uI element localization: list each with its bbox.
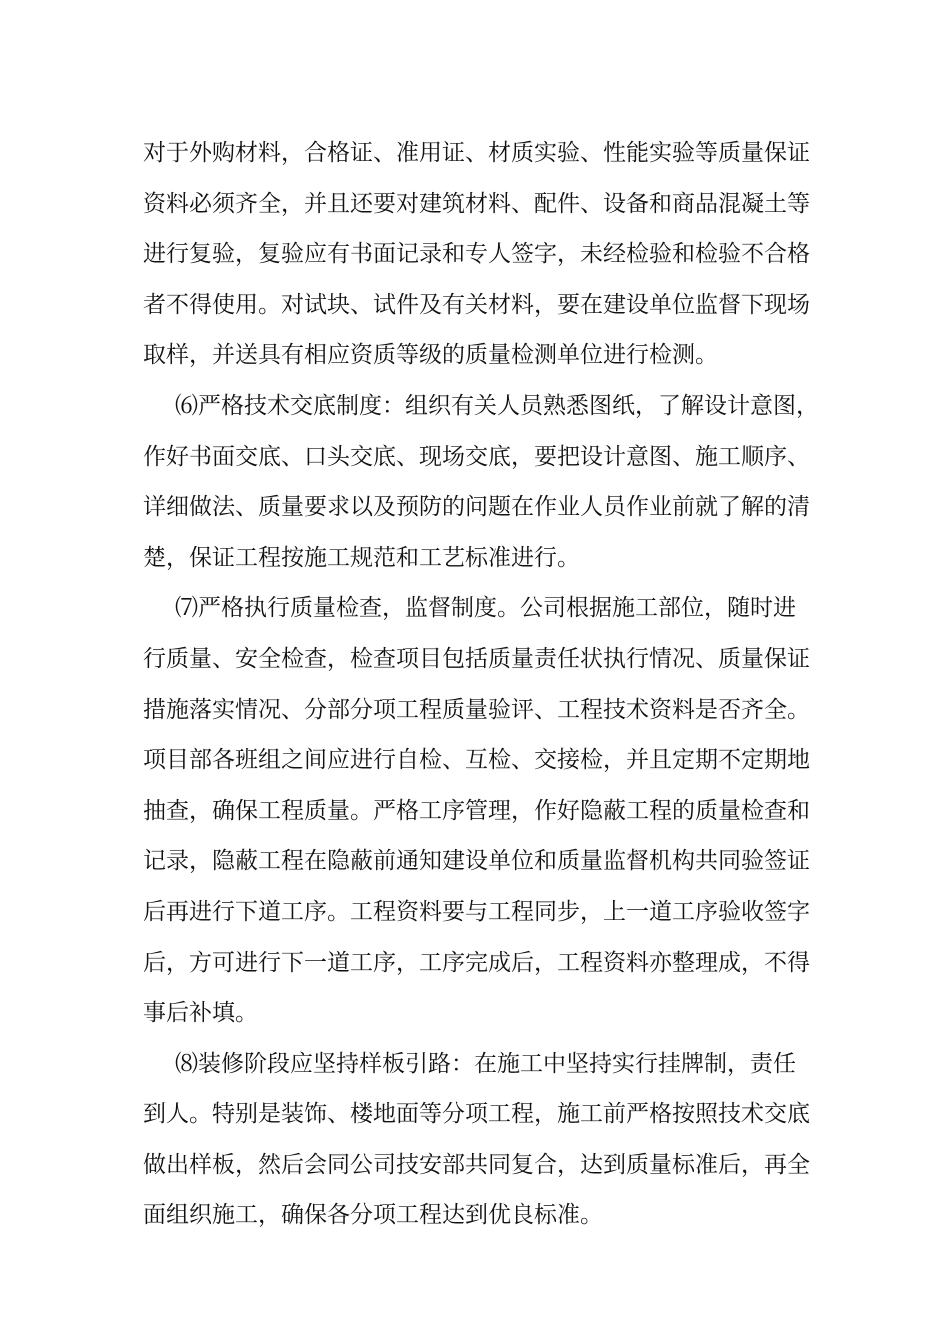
text-line: 事后补填。 (143, 1000, 258, 1027)
text-line: 作好书面交底、口头交底、现场交底，要把设计意图、施工顺序、 (143, 443, 810, 470)
text-line: 抽查，确保工程质量。严格工序管理，作好隐蔽工程的质量检查和 (143, 797, 810, 824)
text-line: 行质量、安全检查，检查项目包括质量责任状执行情况、质量保证 (143, 645, 810, 672)
text-line: 措施落实情况、分部分项工程质量验评、工程技术资料是否齐全。 (143, 696, 810, 723)
text-line: 取样，并送具有相应资质等级的质量检测单位进行检测。 (143, 342, 718, 369)
paragraph-item-8 (143, 1039, 823, 1241)
text-line: 后再进行下道工序。工程资料要与工程同步，上一道工序验收签字 (143, 898, 810, 925)
document-body (143, 128, 823, 1241)
text-line: 到人。特别是装饰、楼地面等分项工程，施工前严格按照技术交底 (143, 1101, 810, 1128)
paragraph-item-6 (143, 381, 823, 583)
text-line: 者不得使用。对试块、试件及有关材料，要在建设单位监督下现场 (143, 291, 810, 318)
text-line: 做出样板，然后会同公司技安部共同复合，达到质量标准后，再全 (143, 1151, 810, 1178)
paragraph-item-7 (143, 583, 823, 1038)
text-line: ⑻装修阶段应坚持样板引路：在施工中坚持实行挂牌制，责任 (175, 1050, 796, 1077)
text-line: ⑺严格执行质量检查，监督制度。公司根据施工部位，随时进 (175, 595, 796, 622)
text-line: 面组织施工，确保各分项工程达到优良标准。 (143, 1202, 603, 1229)
text-line: 对于外购材料，合格证、准用证、材质实验、性能实验等质量保证 (143, 140, 810, 166)
text-line: 详细做法、质量要求以及预防的问题在作业人员作业前就了解的清 (143, 494, 810, 521)
text-line: 项目部各班组之间应进行自检、互检、交接检，并且定期不定期地 (143, 747, 810, 774)
text-line: ⑹严格技术交底制度：组织有关人员熟悉图纸，了解设计意图， (175, 392, 819, 419)
text-line: 进行复验，复验应有书面记录和专人签字，未经检验和检验不合格 (143, 241, 810, 268)
text-line: 后，方可进行下一道工序，工序完成后，工程资料亦整理成，不得 (143, 949, 810, 976)
text-line: 楚，保证工程按施工规范和工艺标准进行。 (143, 544, 580, 571)
text-line: 记录，隐蔽工程在隐蔽前通知建设单位和质量监督机构共同验签证 (143, 848, 810, 875)
text-line: 资料必须齐全，并且还要对建筑材料、配件、设备和商品混凝土等 (143, 190, 810, 217)
paragraph-materials (143, 128, 823, 381)
